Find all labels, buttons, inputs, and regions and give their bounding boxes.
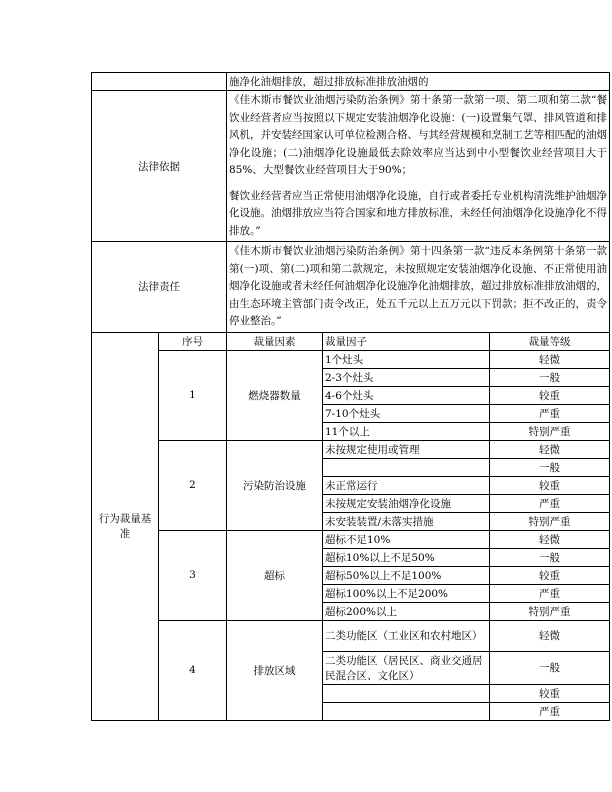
header-level: 裁量等级	[490, 332, 610, 350]
level-cell: 严重	[490, 702, 610, 720]
group-factor: 污染防治设施	[227, 440, 323, 530]
sub-factor-cell: 超标10%以上不足50%	[323, 548, 490, 566]
level-cell: 特别严重	[490, 602, 610, 620]
level-cell: 轻微	[490, 440, 610, 458]
sub-factor-cell: 未安装装置/未落实措施	[323, 512, 490, 530]
legal-liability-row	[92, 242, 610, 333]
level-cell: 较重	[490, 684, 610, 702]
legal-liability-content: 《佳木斯市餐饮业油烟污染防治条例》第十四条第一款“违反本条例第十条第一款第(一)项、第(二)项和第二款规定，未按照规定安装油烟净化设施、不正常使用油烟净化设施或者未经任何油烟净化设施净化油烟排放，超过排放标准排放油烟的，由生态环境主管部门责令改正，处五千元以上五万元以下罚款；拒不改正的，责令停业整治。”	[227, 242, 610, 333]
sub-factor-cell: 超标200%以上	[323, 602, 490, 620]
top-continuation-row	[92, 73, 610, 91]
group-seq: 1	[159, 350, 227, 440]
sub-factor-cell	[323, 458, 490, 476]
legal-basis-row	[92, 91, 610, 242]
sub-factor-cell: 未按规定使用或管理	[323, 440, 490, 458]
criteria-header-row	[92, 332, 610, 350]
sub-factor-cell	[323, 702, 490, 720]
sub-factor-cell: 1个灶头	[323, 350, 490, 368]
level-cell: 较重	[490, 566, 610, 584]
level-cell: 轻微	[490, 620, 610, 651]
level-cell: 严重	[490, 494, 610, 512]
legal-liability-label: 法律责任	[92, 242, 227, 333]
level-cell: 轻微	[490, 530, 610, 548]
sub-factor-cell: 二类功能区（居民区、商业交通居民混合区、文化区）	[323, 651, 490, 684]
level-cell: 较重	[490, 476, 610, 494]
top-label-cell	[92, 73, 227, 91]
table-row	[92, 440, 610, 458]
top-continuation-text: 施净化油烟排放，超过排放标准排放油烟的	[227, 73, 610, 91]
level-cell: 轻微	[490, 350, 610, 368]
legal-basis-label: 法律依据	[92, 91, 227, 242]
level-cell: 特别严重	[490, 512, 610, 530]
sub-factor-cell: 2-3个灶头	[323, 368, 490, 386]
table-row	[92, 350, 610, 368]
sub-factor-cell: 未按规定安装油烟净化设施	[323, 494, 490, 512]
level-cell: 一般	[490, 548, 610, 566]
group-factor: 超标	[227, 530, 323, 620]
sub-factor-cell: 超标100%以上不足200%	[323, 584, 490, 602]
level-cell: 较重	[490, 386, 610, 404]
table-row	[92, 620, 610, 651]
sub-factor-cell: 11个以上	[323, 422, 490, 440]
enforcement-criteria-table	[91, 72, 610, 721]
legal-basis-paragraph-1: 《佳木斯市餐饮业油烟污染防治条例》第十条第一款第一项、第二项和第二款“餐饮业经营者应当按照以下规定安装油烟净化设施：(一)设置集气罩、排风管道和排风机，并安装经国家认可单位检测合格、与其经营规模和烹制工艺等相匹配的油烟净化设施；(二)油烟净化设施最低去除效率应当达到中小型餐饮业经营项目大于85%、大型餐饮业经营项目大于90%；	[229, 94, 608, 176]
sub-factor-cell: 二类功能区（工业区和农村地区）	[323, 620, 490, 651]
sub-factor-cell: 超标不足10%	[323, 530, 490, 548]
header-factor: 裁量因素	[227, 332, 323, 350]
sub-factor-cell: 超标50%以上不足100%	[323, 566, 490, 584]
criteria-label: 行为裁量基准	[92, 332, 159, 720]
group-seq: 4	[159, 620, 227, 720]
table-row	[92, 530, 610, 548]
sub-factor-cell	[323, 684, 490, 702]
sub-factor-cell: 未正常运行	[323, 476, 490, 494]
level-cell: 严重	[490, 584, 610, 602]
header-sub-factor: 裁量因子	[323, 332, 490, 350]
level-cell: 严重	[490, 404, 610, 422]
level-cell: 特别严重	[490, 422, 610, 440]
level-cell: 一般	[490, 458, 610, 476]
level-cell: 一般	[490, 651, 610, 684]
level-cell: 一般	[490, 368, 610, 386]
group-factor: 燃烧器数量	[227, 350, 323, 440]
group-seq: 2	[159, 440, 227, 530]
group-seq: 3	[159, 530, 227, 620]
legal-basis-paragraph-2: 餐饮业经营者应当正常使用油烟净化设施，自行或者委托专业机构清洗维护油烟净化设施。油烟排放应当符合国家和地方排放标准，未经任何油烟净化设施净化不得排放。”	[229, 189, 608, 237]
sub-factor-cell: 4-6个灶头	[323, 386, 490, 404]
sub-factor-cell: 7-10个灶头	[323, 404, 490, 422]
group-factor: 排放区域	[227, 620, 323, 720]
legal-basis-content	[227, 91, 610, 242]
header-seq: 序号	[159, 332, 227, 350]
